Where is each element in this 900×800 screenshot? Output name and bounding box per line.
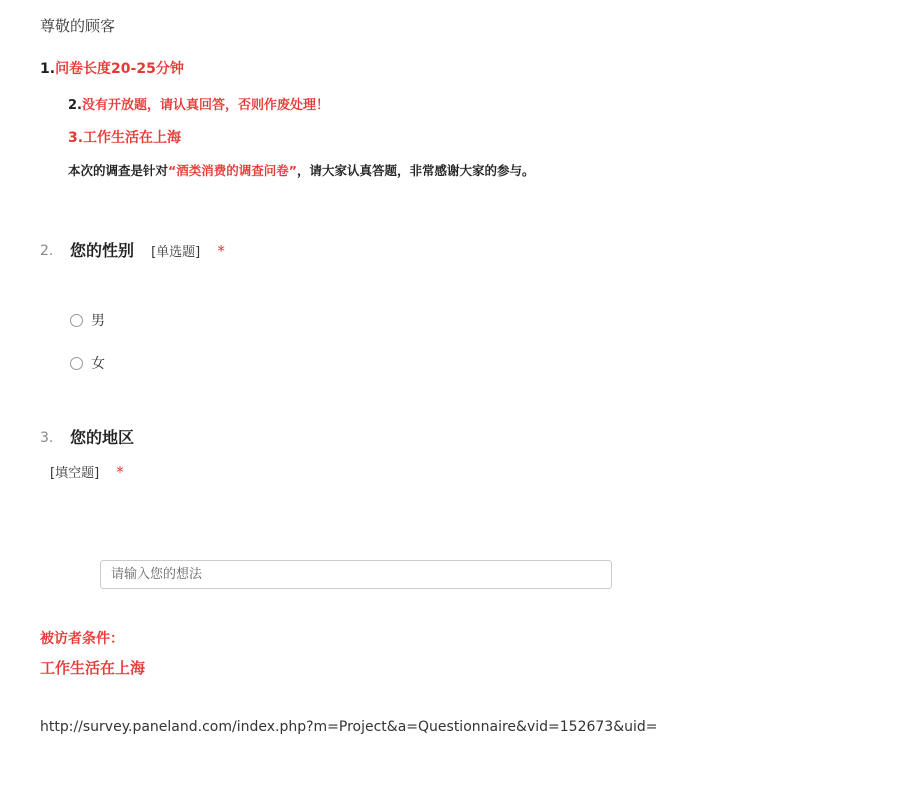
intro-line-number: 2. — [68, 98, 82, 113]
required-mark: * — [217, 242, 225, 260]
intro-line-text: 没有开放题，请认真回答，否则作废处理！ — [81, 98, 329, 113]
question-2-number: 2. — [40, 243, 54, 259]
region-input[interactable] — [100, 560, 612, 589]
question-3-title: 您的地区 — [70, 428, 135, 447]
intro-line-no-open — [68, 94, 329, 113]
conditions-value: 工作生活在上海 — [40, 659, 146, 677]
conditions-label: 被访者条件： — [40, 631, 124, 647]
intro-line-topic — [68, 161, 534, 179]
question-3-type: [填空题] — [50, 466, 100, 481]
intro-line-duration — [40, 58, 184, 78]
gender-option-female[interactable] — [70, 353, 105, 373]
radio-button[interactable] — [70, 314, 83, 327]
intro-topic-after: ，请大家认真答题，非常感谢大家的参与。 — [296, 163, 535, 178]
survey-url: http://survey.paneland.com/index.php?m=Project&a=Questionnaire&vid=152673&uid= — [40, 719, 658, 735]
question-3-meta — [50, 462, 124, 481]
question-2-title: 您的性别 — [70, 241, 135, 260]
required-mark: * — [116, 463, 124, 481]
question-2-type: [单选题] — [151, 245, 201, 260]
intro-line-location: 3.工作生活在上海 — [68, 130, 182, 146]
option-label: 男 — [91, 313, 105, 329]
gender-option-male[interactable] — [70, 310, 105, 330]
option-label: 女 — [91, 356, 105, 372]
radio-button[interactable] — [70, 357, 83, 370]
intro-topic-highlight: “酒类消费的调查问卷” — [168, 163, 297, 178]
intro-line-text: 问卷长度20-25分钟 — [55, 61, 184, 77]
question-2-header — [70, 238, 225, 261]
intro-topic-before: 本次的调查是针对 — [68, 163, 169, 178]
greeting-text: 尊敬的顾客 — [40, 17, 116, 35]
question-3-number: 3. — [40, 430, 54, 446]
intro-line-number: 1. — [40, 61, 56, 77]
